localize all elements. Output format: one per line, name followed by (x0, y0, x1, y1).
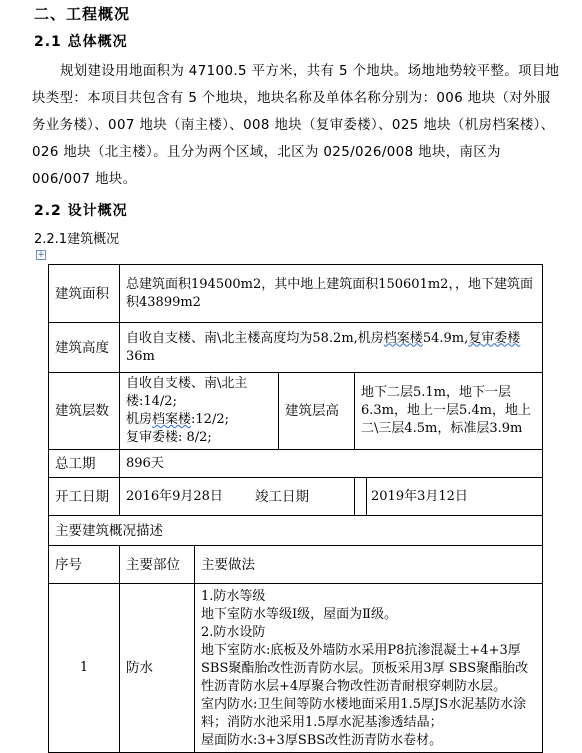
table-row (49, 516, 543, 546)
table-row (49, 265, 543, 323)
start-label: 开工日期 (49, 478, 120, 516)
heading-design: 2.2 设计概况 (34, 203, 128, 219)
floors-label: 建筑层数 (49, 373, 120, 450)
overview-paragraph: 规划建设用地面积为 47100.5 平方米，共有 5 个地块。场地地势较平整。项目地块类型：本项目共包含有 5 个地块，地块名称及单体名称分别为：006 地块（对外服务业务楼）、007 地块（南主楼）、008 地块（复审委楼）、025 地块（机房档案楼）、026 地块（北主楼）。且分为两个区域，北区为 025/026/008 地块，南区为 006/007 地块。 (32, 64, 560, 187)
end-label (355, 478, 367, 516)
table-row (49, 546, 543, 584)
column-header-number: 序号 (49, 546, 120, 584)
start-value: 2016年9月28日 (120, 478, 355, 516)
floor-height-value: 地下二层5.1m，地下一层6.3m，地上一层5.4m，地上二\三层4.5m，标准层3.9m (355, 373, 543, 450)
table-row (49, 478, 543, 516)
duration-value: 896天 (120, 450, 543, 478)
table-row (49, 450, 543, 478)
heading-overview: 2.1 总体概况 (34, 34, 128, 50)
height-label: 建筑高度 (49, 323, 120, 373)
height-value: 自收自支楼、南\北主楼高度均为58.2m,机房档案楼54.9m,复审委楼36m (120, 323, 543, 373)
row-part: 防水 (120, 584, 195, 753)
floor-height-label: 建筑层高 (279, 373, 355, 450)
area-value: 总建筑面积194500m2，其中地上建筑面积150601m2，，地下建筑面积43899m2 (120, 265, 543, 323)
column-header-part: 主要部位 (120, 546, 195, 584)
area-label: 建筑面积 (49, 265, 120, 323)
row-number: 1 (49, 584, 120, 753)
floors-value: 自收自支楼、南\北主楼:14/2; 机房档案楼:12/2; 复审委楼: 8/2; (120, 373, 279, 450)
description-title: 主要建筑概况描述 (49, 516, 543, 546)
section-title: 二、工程概况 (34, 5, 131, 23)
row-method: 1.防水等级 地下室防水等级Ⅰ级，屋面为Ⅱ级。 2.防水设防 地下室防水:底板及外墙防水采用P8抗渗混凝土+4+3厚SBS聚酯胎改性沥青防水层。顶板采用3厚 SBS聚酯胎改性沥青防水层+4厚聚合物改性沥青耐根穿刺防水层。 室内防水:卫生间等防水楼地面采用1.5厚JS水泥基防水涂料；消防水池采用1.5厚水泥基渗透结晶； 屋面防水:3+3厚SBS改性沥青防水卷材。 (195, 584, 543, 753)
table-move-handle-icon[interactable]: + (37, 250, 45, 260)
duration-label: 总工期 (49, 450, 120, 478)
table-row (49, 373, 543, 450)
heading-architecture: 2.2.1建筑概况 (34, 232, 120, 247)
column-header-method: 主要做法 (195, 546, 543, 584)
architecture-table (48, 264, 543, 753)
table-row (49, 323, 543, 373)
table-row (49, 584, 543, 753)
end-value: 竣工日期 2019年3月12日 (367, 478, 543, 516)
